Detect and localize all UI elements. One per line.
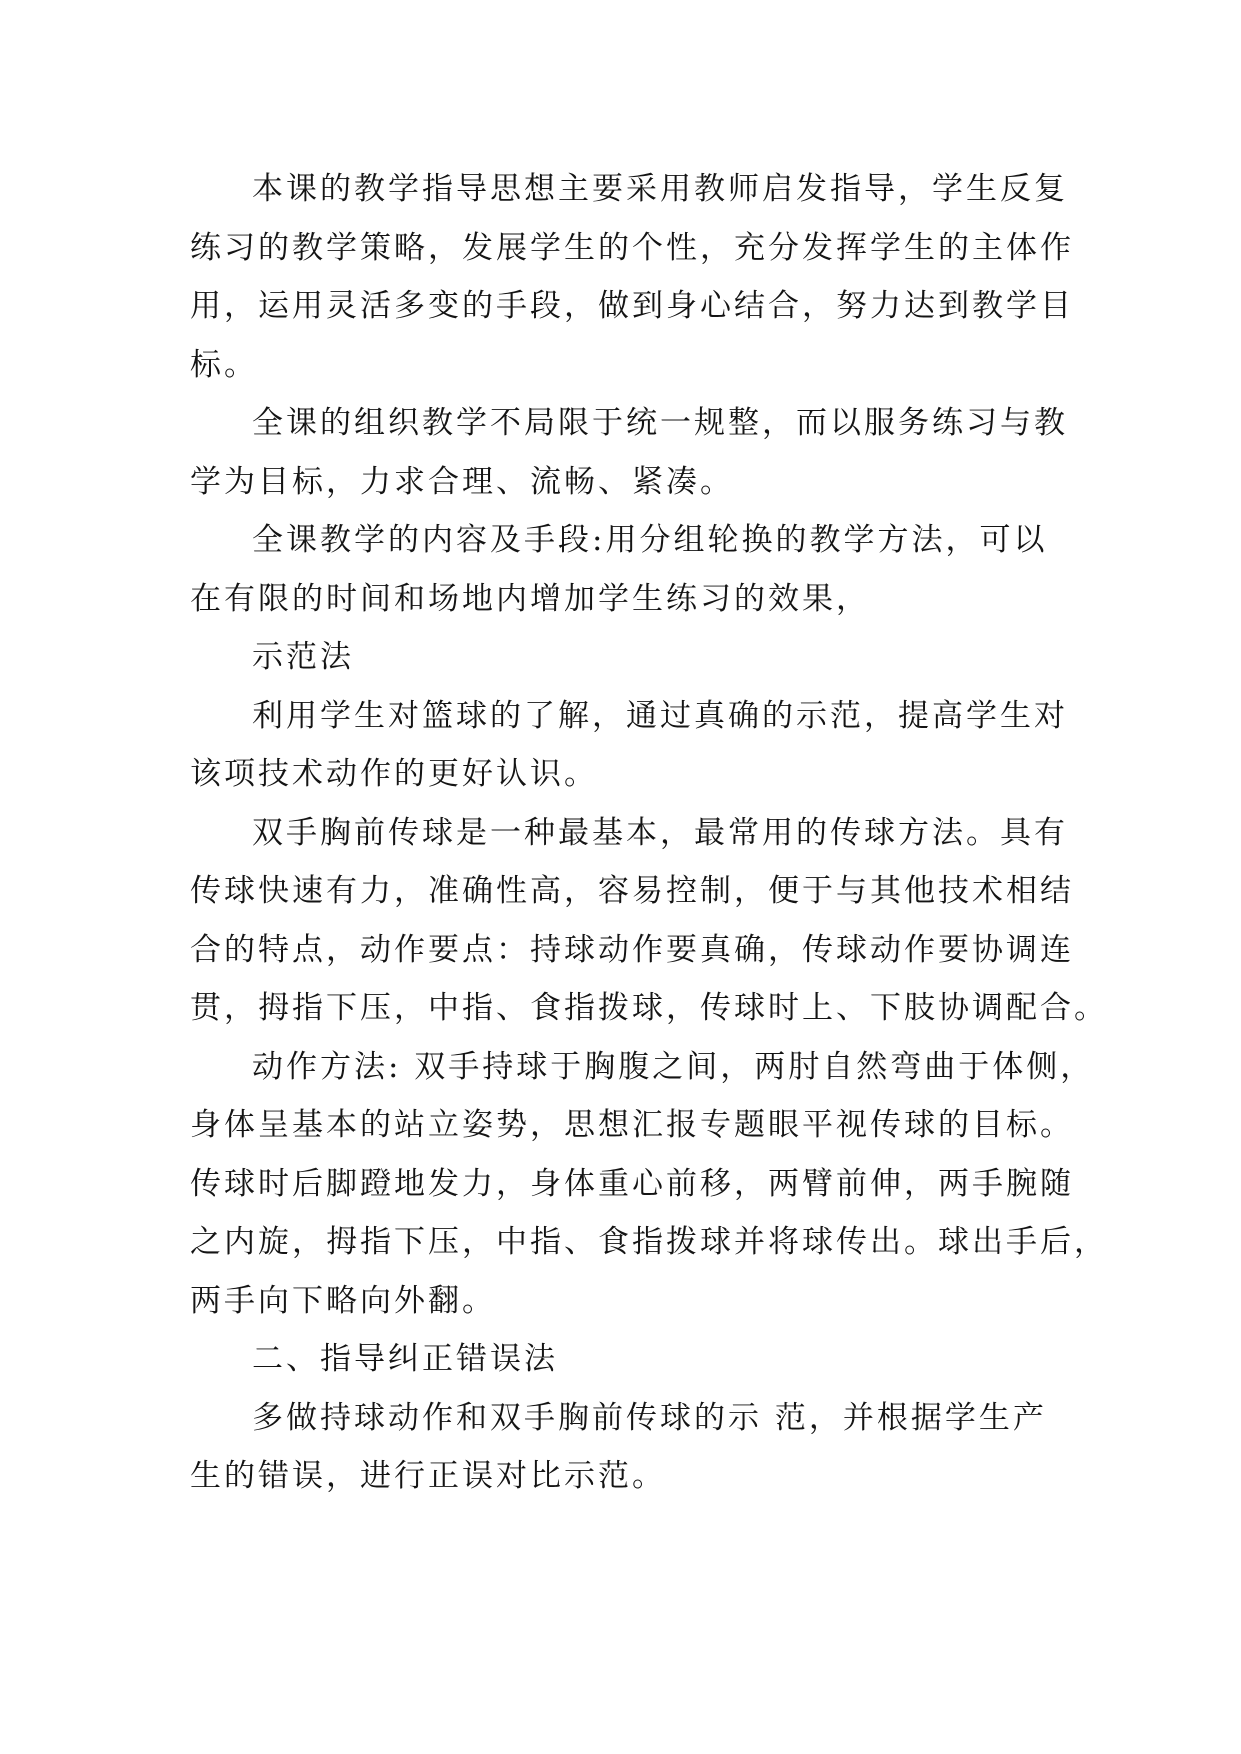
text-line: 示范法 [252, 639, 354, 675]
text-line: 全课教学的内容及手段:用分组轮换的教学方法，可以 [252, 522, 1048, 558]
text-line: 合的特点，动作要点：持球动作要真确，传球动作要协调连 [190, 931, 1074, 968]
paragraph-demonstration-purpose [190, 687, 1090, 804]
text-line: 二、指导纠正错误法 [252, 1341, 558, 1377]
text-line: 用，运用灵活多变的手段，做到身心结合，努力达到教学目 [190, 288, 1074, 324]
text-line: 传球快速有力，准确性高，容易控制，便于与其他技术相结 [190, 873, 1074, 909]
text-line: 全课的组织教学不局限于统一规整，而以服务练习与教 [252, 405, 1068, 441]
text-line: 在有限的时间和场地内增加学生练习的效果， [190, 580, 870, 617]
text-line: 本课的教学指导思想主要采用教师启发指导，学生反复 [252, 171, 1068, 207]
text-line: 之内旋，拇指下压，中指、食指拨球并将球传出。球出手后， [190, 1224, 1108, 1260]
text-line: 该项技术动作的更好认识。 [190, 756, 598, 792]
text-line: 两手向下略向外翻。 [190, 1282, 496, 1319]
text-line: 身体呈基本的站立姿势，思想汇报专题眼平视传球的目标。 [190, 1107, 1074, 1143]
text-line: 动作方法: 双手持球于胸腹之间，两肘自然弯曲于体侧， [252, 1048, 1095, 1085]
text-line: 标。 [190, 346, 258, 383]
paragraph-error-correction [190, 1389, 1090, 1506]
paragraph-teaching-philosophy [190, 160, 1090, 394]
heading-error-correction-method [190, 1330, 1090, 1389]
text-line: 学为目标，力求合理、流畅、紧凑。 [190, 463, 734, 500]
text-line: 双手胸前传球是一种最基本，最常用的传球方法。具有 [252, 814, 1068, 851]
paragraph-content-and-means [190, 511, 1090, 628]
document-body [190, 160, 1108, 1506]
text-line: 练习的教学策略，发展学生的个性，充分发挥学生的主体作 [190, 229, 1074, 266]
paragraph-chest-pass-description [190, 804, 1108, 1038]
text-line: 多做持球动作和双手胸前传球的示 范，并根据学生产 [252, 1399, 1047, 1436]
text-line: 传球时后脚蹬地发力，身体重心前移，两臂前伸，两手腕随 [190, 1165, 1074, 1202]
text-line: 贯，拇指下压，中指、食指拨球，传球时上、下肢协调配合。 [190, 990, 1108, 1026]
heading-demonstration-method [190, 628, 1090, 687]
paragraph-movement-method [190, 1038, 1108, 1331]
text-line: 利用学生对篮球的了解，通过真确的示范，提高学生对 [252, 697, 1068, 734]
text-line: 生的错误，进行正误对比示范。 [190, 1458, 666, 1494]
paragraph-class-organization [190, 394, 1090, 511]
